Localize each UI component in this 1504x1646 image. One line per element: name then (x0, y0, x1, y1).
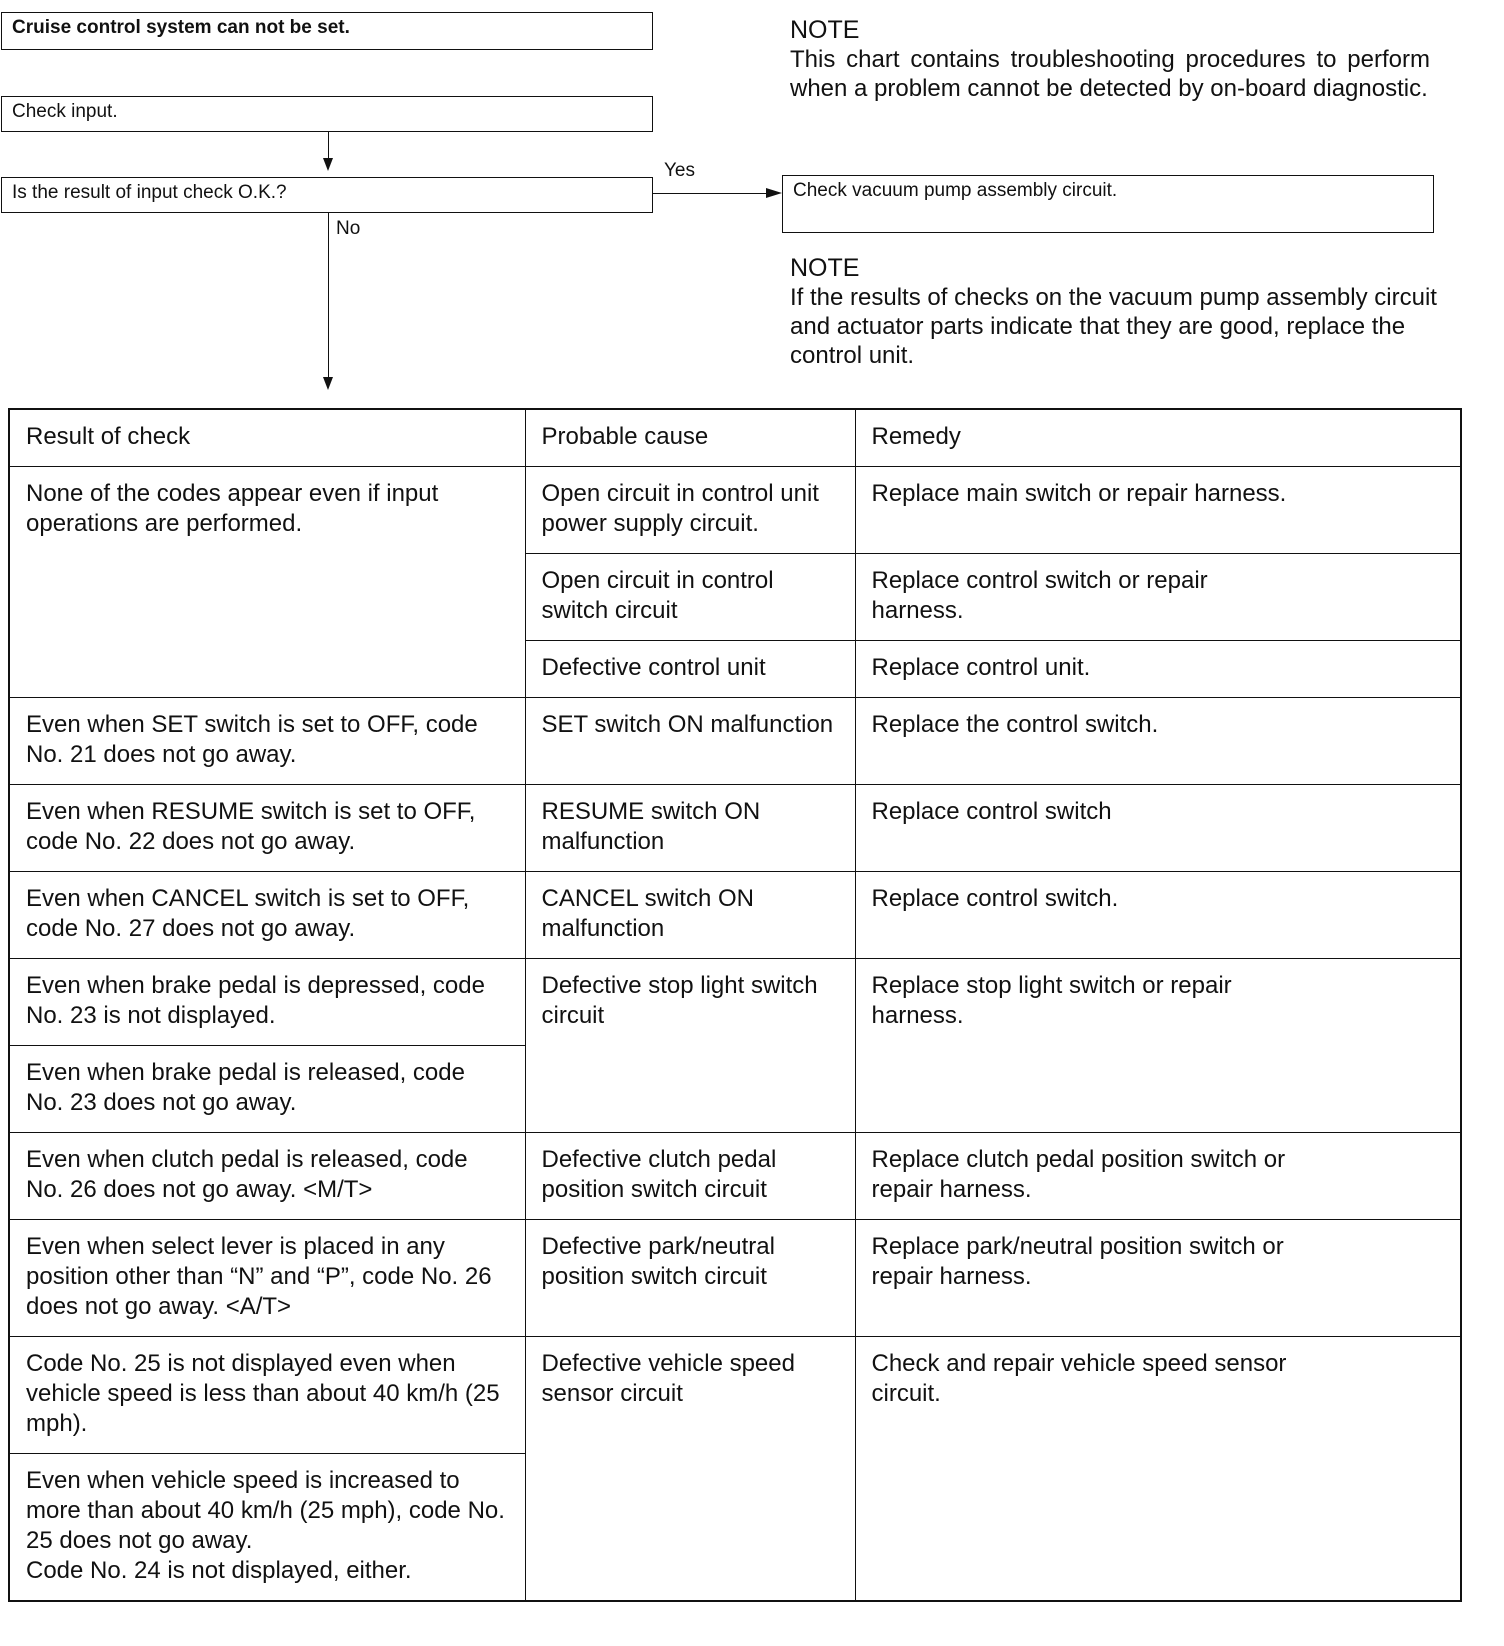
remedy-cell: Check and repair vehicle speed sensor circuit. (855, 1337, 1461, 1602)
remedy-cell: Replace control switch. (855, 872, 1461, 959)
table-row (9, 698, 1461, 785)
note-top-text: This chart contains troubleshooting procedures to perform when a problem cannot be detected by on-board diagnostic. (790, 46, 1430, 102)
table-row (9, 1337, 1461, 1454)
result-text-a: Even when vehicle speed is increased to more than about 40 km/h (25 mph), code No. 25 does not go away. (26, 1467, 505, 1554)
cause-cell: Open circuit in control switch circuit (525, 554, 855, 641)
cause-cell: Defective park/neutral position switch circuit (525, 1220, 855, 1337)
cause-cell: CANCEL switch ON malfunction (525, 872, 855, 959)
result-cell: Even when clutch pedal is released, code No. 26 does not go away. <M/T> (9, 1133, 525, 1220)
result-cell: Even when CANCEL switch is set to OFF, code No. 27 does not go away. (9, 872, 525, 959)
cause-cell: Defective vehicle speed sensor circuit (525, 1337, 855, 1602)
result-cell: Even when SET switch is set to OFF, code No. 21 does not go away. (9, 698, 525, 785)
note-bottom-title: NOTE (790, 254, 860, 282)
flow-start-box: Cruise control system can not be set. (1, 12, 653, 50)
arrow-yes (766, 188, 782, 198)
connector-step-to-question (328, 132, 329, 158)
flow-question-box: Is the result of input check O.K.? (1, 177, 653, 213)
result-text-b: Code No. 24 is not displayed, either. (26, 1557, 412, 1584)
result-cell (9, 1454, 525, 1602)
table-row (9, 959, 1461, 1046)
table-row (9, 872, 1461, 959)
result-cell: None of the codes appear even if input operations are performed. (9, 467, 525, 698)
arrow-step-to-question (323, 158, 333, 171)
flow-step-box: Check input. (1, 96, 653, 132)
table-row (9, 785, 1461, 872)
note-bottom-text: If the results of checks on the vacuum pump assembly circuit and actuator parts indicate that they are good, replace the control unit. (790, 284, 1437, 369)
result-cell: Even when brake pedal is depressed, code No. 23 is not displayed. (9, 959, 525, 1046)
remedy-cell: Replace control switch or repair harness. (855, 554, 1461, 641)
cause-cell: RESUME switch ON malfunction (525, 785, 855, 872)
header-cause: Probable cause (525, 409, 855, 467)
remedy-cell: Replace park/neutral position switch or repair harness. (855, 1220, 1461, 1337)
yes-label: Yes (664, 160, 695, 181)
troubleshooting-table (8, 408, 1462, 1602)
note-top (790, 16, 1430, 103)
remedy-cell: Replace control unit. (855, 641, 1461, 698)
result-cell: Even when select lever is placed in any position other than “N” and “P”, code No. 26 does not go away. <A/T> (9, 1220, 525, 1337)
note-bottom (790, 254, 1438, 370)
note-top-title: NOTE (790, 16, 860, 44)
table-row (9, 1133, 1461, 1220)
table-row (9, 1220, 1461, 1337)
table-header-row (9, 409, 1461, 467)
result-cell: Even when brake pedal is released, code No. 23 does not go away. (9, 1046, 525, 1133)
cause-cell: Defective clutch pedal position switch circuit (525, 1133, 855, 1220)
cause-cell: Defective control unit (525, 641, 855, 698)
remedy-cell: Replace control switch (855, 785, 1461, 872)
result-cell: Code No. 25 is not displayed even when vehicle speed is less than about 40 km/h (25 mph). (9, 1337, 525, 1454)
connector-no (328, 213, 329, 377)
cause-cell: SET switch ON malfunction (525, 698, 855, 785)
remedy-cell: Replace clutch pedal position switch or repair harness. (855, 1133, 1461, 1220)
result-cell: Even when RESUME switch is set to OFF, code No. 22 does not go away. (9, 785, 525, 872)
cause-cell: Defective stop light switch circuit (525, 959, 855, 1133)
connector-yes (653, 193, 769, 194)
flow-yes-action-box: Check vacuum pump assembly circuit. (782, 175, 1434, 233)
table-row (9, 467, 1461, 554)
arrow-no (323, 377, 333, 390)
remedy-cell: Replace stop light switch or repair harness. (855, 959, 1461, 1133)
remedy-cell: Replace the control switch. (855, 698, 1461, 785)
header-remedy: Remedy (855, 409, 1461, 467)
no-label: No (336, 218, 361, 239)
cause-cell: Open circuit in control unit power supply circuit. (525, 467, 855, 554)
remedy-cell: Replace main switch or repair harness. (855, 467, 1461, 554)
header-result: Result of check (9, 409, 525, 467)
